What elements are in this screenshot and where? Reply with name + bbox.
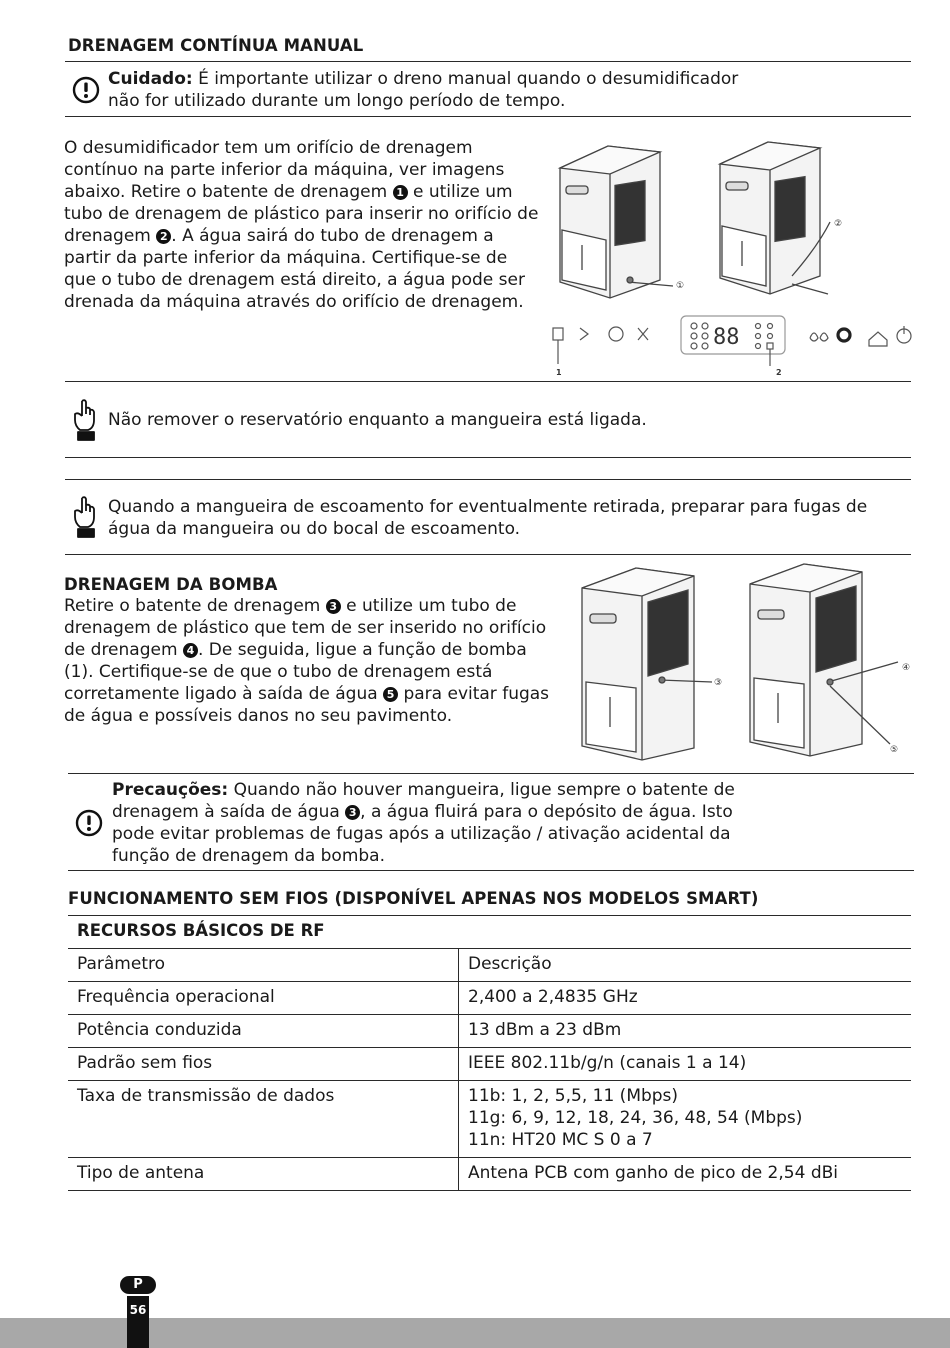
desc-cell <box>459 1081 912 1158</box>
language-badge: P <box>120 1276 156 1294</box>
marker-3: 3 <box>326 599 341 614</box>
home-icon <box>869 332 887 346</box>
desc-line: 11g: 6, 9, 12, 18, 24, 36, 48, 54 (Mbps) <box>468 1108 803 1128</box>
table-row <box>68 1015 911 1048</box>
precaution-text: , a água fluirá para o depósito de água. Isto pode evitar problemas de fugas após a utilização / ativação acidental da função de drenagem da bomba. <box>112 802 733 866</box>
precaution-note <box>112 779 752 867</box>
body-text: . A água sairá do tubo de drenagem a partir da parte inferior da máquina. Certifique-se de que o tubo de drenagem está direito, a água pode ser drenada da máquina através do orifício de drenagem. <box>64 226 525 312</box>
table-row <box>68 982 911 1015</box>
section-title-pump-drainage: DRENAGEM DA BOMBA <box>64 575 278 594</box>
desc-cell <box>459 1048 912 1081</box>
rf-features-table <box>68 915 911 1191</box>
divider <box>68 773 914 774</box>
param-cell: Tipo de antena <box>68 1158 459 1191</box>
figure-label: ② <box>834 219 843 229</box>
pump-drainage-body <box>64 595 554 727</box>
body-text: para evitar fugas de água e possíveis danos no seu pavimento. <box>64 684 550 726</box>
dehumidifier-illustration <box>572 562 917 767</box>
marker-2: 2 <box>156 229 171 244</box>
desc-cell <box>459 1158 912 1191</box>
desc-line: IEEE 802.11b/g/n (canais 1 a 14) <box>468 1053 747 1073</box>
desc-line: 2,400 a 2,4835 GHz <box>468 987 638 1007</box>
body-text: e utilize um tubo de drenagem de plástico para inserir no orifício de drenagem <box>64 182 539 246</box>
table-title-row <box>68 916 911 949</box>
marker-3: 3 <box>345 805 360 820</box>
divider <box>65 381 911 382</box>
body-text: . De seguida, ligue a função de bomba (1). Certifique-se de que o tubo de drenagem está corretamente ligado à saída de água <box>64 640 527 704</box>
warning-icon <box>75 809 103 837</box>
column-header: Parâmetro <box>68 949 459 982</box>
note-hose-removal: Quando a mangueira de escoamento for eventualmente retirada, preparar para fugas de água da mangueira ou do bocal de escoamento. <box>108 497 868 539</box>
caution-text: É importante utilizar o dreno manual quando o desumidificador não for utilizado durante um longo período de tempo. <box>108 69 739 111</box>
hand-pointing-icon <box>72 495 100 539</box>
desc-line: 13 dBm a 23 dBm <box>468 1020 622 1040</box>
caution-note <box>108 68 748 112</box>
divider <box>65 116 911 117</box>
figure-label: ③ <box>714 678 723 688</box>
precaution-text: Quando não houver mangueira, ligue sempre o batente de drenagem à saída de água <box>112 780 735 822</box>
table-header-row <box>68 949 911 982</box>
param-cell: Taxa de transmissão de dados <box>68 1081 459 1158</box>
manual-drainage-body <box>64 137 542 313</box>
panel-label-2: 2 <box>776 368 782 377</box>
display-digits: 88 <box>713 325 740 350</box>
note-reservoir: Não remover o reservatório enquanto a mangueira está ligada. <box>108 410 647 430</box>
precaution-label: Precauções: <box>112 780 229 800</box>
section-title-wireless: FUNCIONAMENTO SEM FIOS (DISPONÍVEL APENAS NOS MODELOS SMART) <box>68 889 759 908</box>
panel-label-1: 1 <box>556 368 562 377</box>
column-header: Descrição <box>459 949 912 982</box>
figure-label: ⑤ <box>890 745 899 755</box>
table-row <box>68 1158 911 1191</box>
desc-line: 11n: HT20 MC S 0 a 7 <box>468 1130 653 1150</box>
figure-label: ① <box>676 281 685 291</box>
desc-cell <box>459 1015 912 1048</box>
divider <box>68 870 914 871</box>
settings-icon <box>838 329 850 341</box>
section-title-manual-drainage: DRENAGEM CONTÍNUA MANUAL <box>68 36 364 55</box>
body-text: O desumidificador tem um orifício de drenagem contínuo na parte inferior da máquina, ver imagens abaixo. Retire o batente de drenagem <box>64 138 505 202</box>
page-number: 56 <box>129 1303 147 1317</box>
marker-1: 1 <box>393 185 408 200</box>
divider <box>65 457 911 458</box>
param-cell: Potência conduzida <box>68 1015 459 1048</box>
divider <box>65 554 911 555</box>
divider <box>65 479 911 480</box>
body-text: Retire o batente de drenagem <box>64 596 326 616</box>
pump-icon <box>553 328 563 340</box>
body-text: e utilize um tubo de drenagem de plástico que tem de ser inserido no orifício de drenagem <box>64 596 547 660</box>
figure-label: ④ <box>902 663 911 673</box>
table-title: RECURSOS BÁSICOS DE RF <box>68 916 911 949</box>
param-cell: Padrão sem fios <box>68 1048 459 1081</box>
table-row <box>68 1048 911 1081</box>
control-panel-illustration <box>548 312 912 378</box>
desc-line: 11b: 1, 2, 5,5, 11 (Mbps) <box>468 1086 679 1106</box>
warning-icon <box>72 76 100 104</box>
param-cell: Frequência operacional <box>68 982 459 1015</box>
fan-icon <box>580 328 588 340</box>
timer-icon <box>609 327 623 341</box>
humidity-icon <box>810 333 828 341</box>
divider <box>65 61 911 62</box>
marker-4: 4 <box>183 643 198 658</box>
desc-line: Antena PCB com ganho de pico de 2,54 dBi <box>468 1163 838 1183</box>
desc-cell <box>459 982 912 1015</box>
hand-pointing-icon <box>72 398 100 442</box>
swing-icon <box>638 328 648 340</box>
table-row <box>68 1081 911 1158</box>
caution-label: Cuidado: <box>108 69 193 89</box>
marker-5: 5 <box>383 687 398 702</box>
